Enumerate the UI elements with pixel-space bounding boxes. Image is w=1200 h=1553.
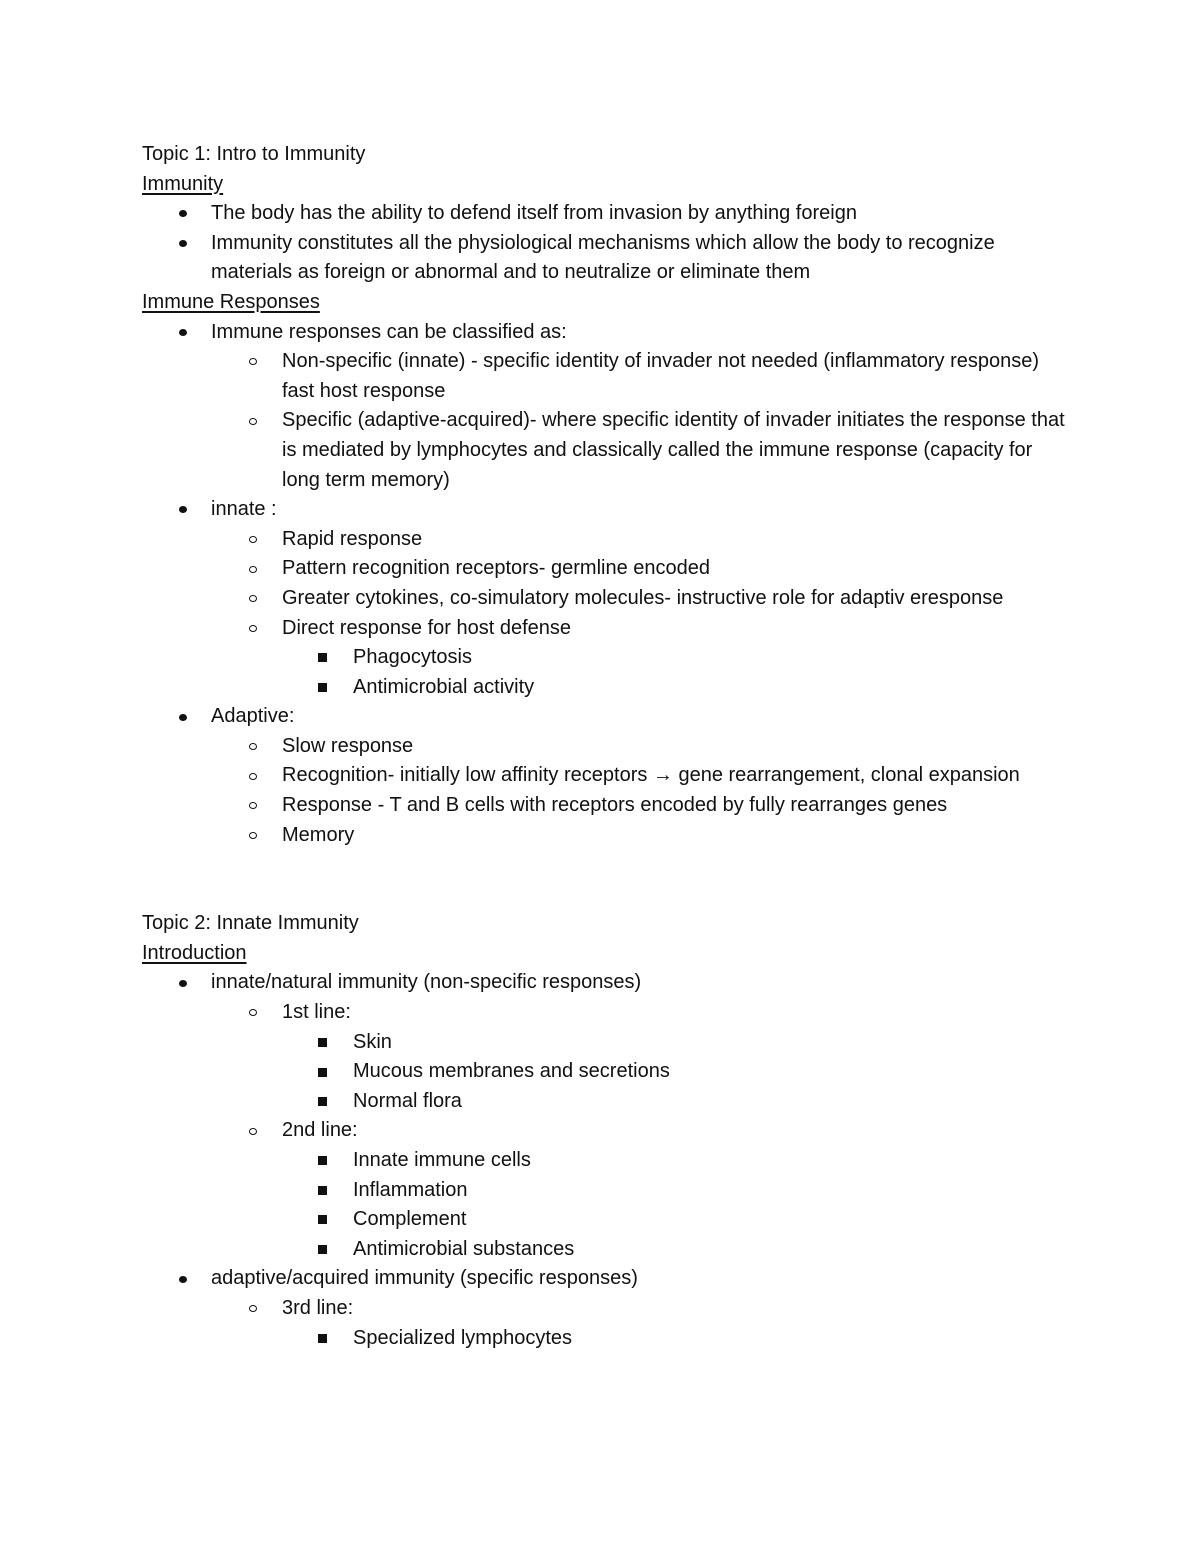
list-item: Memory [142,821,1072,851]
third-line-list [142,1294,1072,1324]
bullet-circle-icon [249,584,257,614]
list-item: Non-specific (innate) - specific identity of invader not needed (inflammatory response) fast host response [142,347,1072,406]
natural-immunity-list [142,968,1072,998]
bullet-circle-icon [249,732,257,762]
bullet-circle-icon [249,347,257,377]
third-line-sublist [142,1324,1072,1354]
adaptive-list [142,702,1072,732]
list-item: Innate immune cells [142,1146,1072,1176]
bullet-circle-icon [249,821,257,851]
section-spacer [142,850,1072,909]
list-item: adaptive/acquired immunity (specific responses) [142,1264,1072,1294]
bullet-square-icon [318,1057,327,1087]
list-item: Antimicrobial activity [142,673,1072,703]
innate-list [142,495,1072,525]
direct-response-sublist [142,643,1072,702]
bullet-square-icon [318,673,327,703]
list-item: innate : [142,495,1072,525]
bullet-disc-icon [179,702,187,732]
bullet-square-icon [318,1176,327,1206]
bullet-circle-icon [249,791,257,821]
list-item: Antimicrobial substances [142,1235,1072,1265]
list-item: Response - T and B cells with receptors encoded by fully rearranges genes [142,791,1072,821]
bullet-square-icon [318,1324,327,1354]
bullet-disc-icon [179,199,187,229]
bullet-disc-icon [179,229,187,259]
bullet-disc-icon [179,318,187,348]
list-item: 3rd line: [142,1294,1072,1324]
bullet-circle-icon [249,525,257,555]
list-item: Specialized lymphocytes [142,1324,1072,1354]
bullet-circle-icon [249,406,257,436]
list-item: Pattern recognition receptors- germline encoded [142,554,1072,584]
bullet-circle-icon [249,761,257,791]
immune-responses-heading: Immune Responses [142,290,320,313]
acquired-immunity-list [142,1264,1072,1294]
list-item: The body has the ability to defend itself from invasion by anything foreign [142,199,1072,229]
first-line-list [142,998,1072,1028]
list-item: Normal flora [142,1087,1072,1117]
bullet-circle-icon [249,1294,257,1324]
list-item: innate/natural immunity (non-specific responses) [142,968,1072,998]
list-item: Phagocytosis [142,643,1072,673]
topic-1-title: Topic 1: Intro to Immunity [142,143,366,165]
list-item: Rapid response [142,525,1072,555]
second-line-list [142,1116,1072,1146]
list-item: Complement [142,1205,1072,1235]
bullet-square-icon [318,643,327,673]
classified-sublist [142,347,1072,495]
immunity-list [142,199,1072,288]
bullet-square-icon [318,1205,327,1235]
bullet-square-icon [318,1028,327,1058]
bullet-disc-icon [179,968,187,998]
list-item: 1st line: [142,998,1072,1028]
immune-responses-list [142,318,1072,348]
list-item: 2nd line: [142,1116,1072,1146]
introduction-heading: Introduction [142,941,247,964]
list-item: Direct response for host defense [142,614,1072,644]
list-item: Skin [142,1028,1072,1058]
bullet-circle-icon [249,998,257,1028]
adaptive-sublist [142,732,1072,850]
second-line-sublist [142,1146,1072,1264]
list-item: Immune responses can be classified as: [142,318,1072,348]
bullet-disc-icon [179,495,187,525]
list-item: Mucous membranes and secretions [142,1057,1072,1087]
topic-2-title: Topic 2: Innate Immunity [142,912,359,935]
list-item: Greater cytokines, co-simulatory molecules- instructive role for adaptiv eresponse [142,584,1072,614]
list-item: Specific (adaptive-acquired)- where specific identity of invader initiates the response that is mediated by lymphocytes and classically called the immune response (capacity for long term memory) [142,406,1072,495]
bullet-disc-icon [179,1264,187,1294]
bullet-square-icon [318,1087,327,1117]
bullet-square-icon [318,1235,327,1265]
bullet-circle-icon [249,1116,257,1146]
list-item: Immunity constitutes all the physiological mechanisms which allow the body to recognize materials as foreign or abnormal and to neutralize or eliminate them [142,229,1072,288]
innate-sublist [142,525,1072,643]
bullet-circle-icon [249,554,257,584]
bullet-circle-icon [249,614,257,644]
list-item: Recognition- initially low affinity receptors → gene rearrangement, clonal expansion [142,761,1072,791]
list-item: Adaptive: [142,702,1072,732]
first-line-sublist [142,1028,1072,1117]
document-page [142,140,1072,1353]
bullet-square-icon [318,1146,327,1176]
list-item: Inflammation [142,1176,1072,1206]
immunity-heading: Immunity [142,172,224,195]
list-item: Slow response [142,732,1072,762]
